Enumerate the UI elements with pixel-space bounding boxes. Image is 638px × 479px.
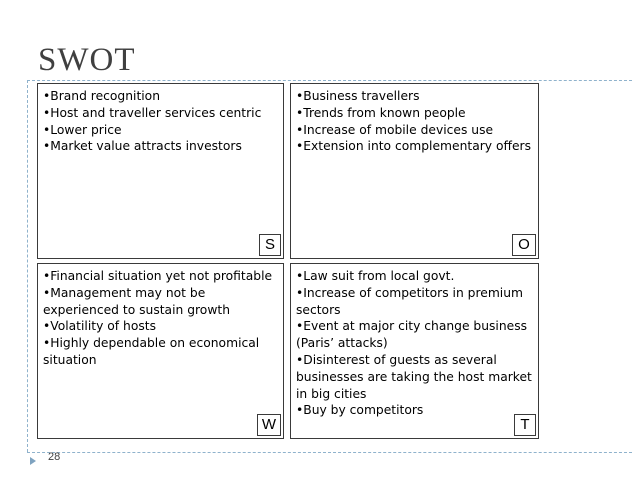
page-marker-triangle-icon — [30, 457, 36, 465]
strengths-letter: S — [259, 234, 281, 256]
slide-title: SWOT — [38, 42, 136, 78]
opportunities-letter: O — [512, 234, 536, 256]
page-number: 28 — [48, 451, 61, 463]
list-item: •Business travellers — [296, 89, 420, 103]
threats-letter: T — [514, 414, 536, 436]
list-item: •Disinterest of guests as several businesses are taking the host market in big cities — [296, 352, 532, 401]
list-item: •Volatility of hosts — [43, 319, 156, 334]
strengths-list — [38, 84, 283, 155]
list-item: •Extension into complementary offers — [296, 139, 532, 154]
strengths-box — [37, 83, 284, 259]
list-item: •Host and traveller services centric — [43, 105, 262, 120]
list-item: •Brand recognition — [43, 89, 160, 103]
list-item: •Law suit from local govt. — [296, 269, 455, 283]
threats-list — [291, 264, 538, 419]
list-item: •Financial situation yet not profitable — [43, 269, 273, 283]
list-item: •Event at major city change business (Paris’ attacks) — [296, 319, 528, 351]
weaknesses-letter: W — [257, 414, 281, 436]
top-dashed-rule — [27, 80, 632, 81]
list-item: •Buy by competitors — [296, 403, 424, 418]
list-item: •Management may not be experienced to sustain growth — [43, 285, 230, 317]
threats-box — [290, 263, 539, 439]
weaknesses-box — [37, 263, 284, 439]
left-dashed-rule — [27, 80, 28, 452]
opportunities-box — [290, 83, 539, 259]
list-item: •Increase of competitors in premium sectors — [296, 285, 523, 317]
weaknesses-list — [38, 264, 283, 369]
list-item: •Trends from known people — [296, 105, 466, 120]
opportunities-list — [291, 84, 538, 155]
list-item: •Lower price — [43, 122, 122, 137]
list-item: •Highly dependable on economical situation — [43, 336, 260, 367]
list-item: •Increase of mobile devices use — [296, 122, 494, 137]
list-item: •Market value attracts investors — [43, 139, 242, 154]
bottom-dashed-rule — [27, 452, 632, 453]
